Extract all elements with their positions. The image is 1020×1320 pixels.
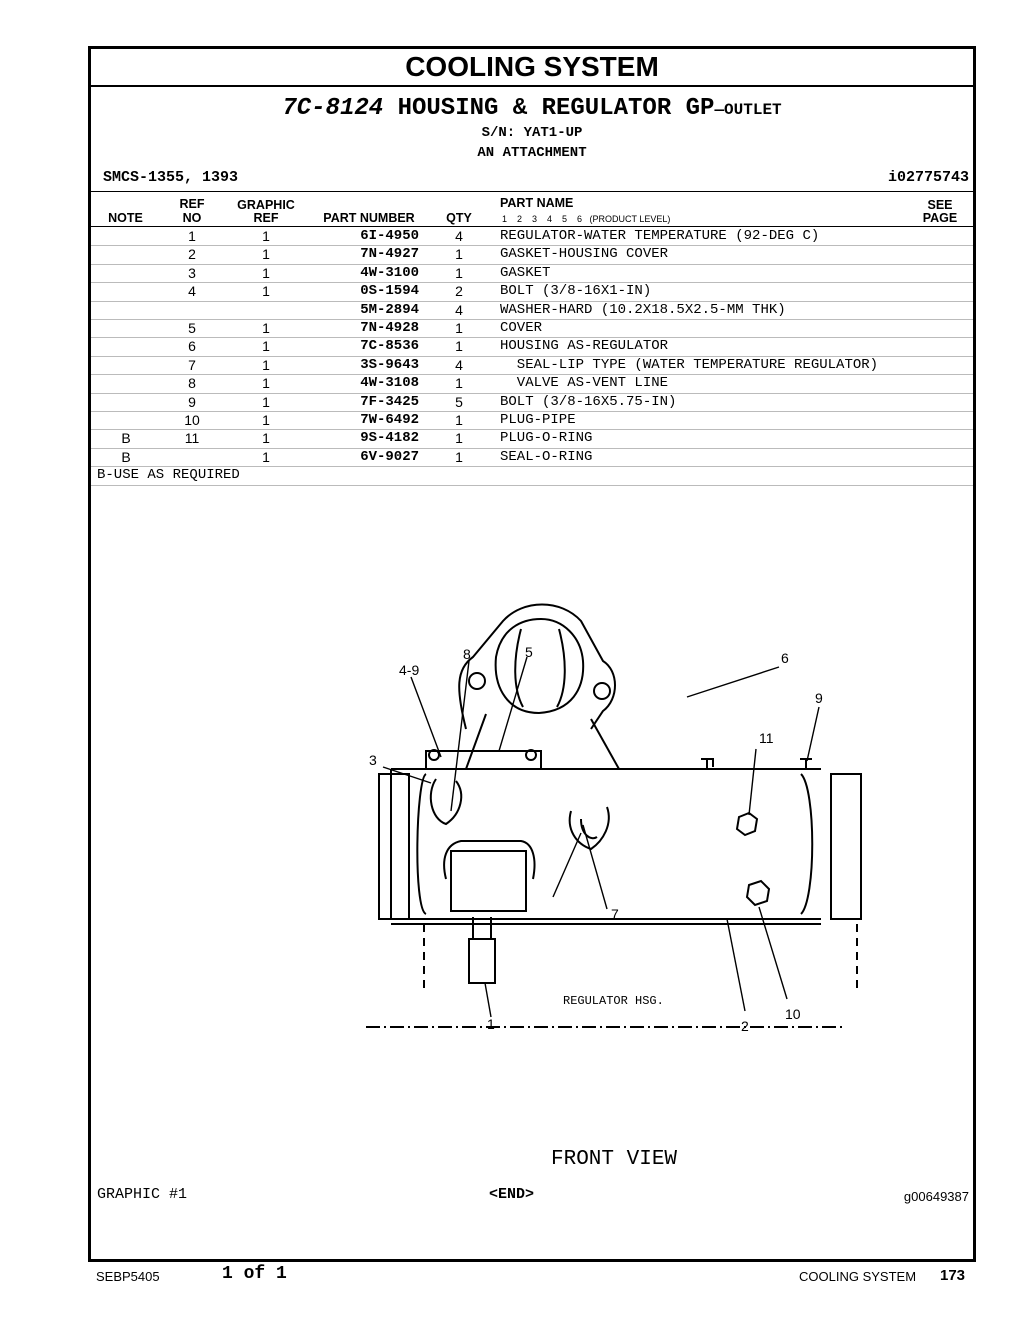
regulator-stem: [469, 939, 495, 983]
cell-part-number: 0S-1594: [360, 283, 419, 300]
leader-4-9: [411, 677, 441, 757]
col-graphic-top: GRAPHIC: [237, 198, 295, 212]
group-title: [91, 95, 973, 122]
end-marker: <END>: [489, 1186, 535, 1203]
group-name: HOUSING & REGULATOR GP: [397, 95, 715, 122]
smcs-codes: SMCS-1355, 1393: [103, 169, 239, 186]
leader-6: [687, 667, 779, 697]
vent-valve: [431, 779, 461, 824]
regulator-body: [451, 851, 526, 911]
cell-graphic: 1: [262, 320, 270, 336]
leader-7b: [553, 833, 581, 897]
callout-2: 2: [741, 1018, 749, 1034]
cell-ref: 10: [184, 412, 200, 428]
cell-graphic: 1: [262, 338, 270, 355]
cell-part-number: 5M-2894: [360, 301, 419, 318]
table-row: [91, 245, 973, 263]
cell-part-name: HOUSING AS-REGULATOR: [500, 338, 669, 355]
arrangement: AN ATTACHMENT: [477, 145, 587, 161]
cell-part-number: 6I-4950: [360, 228, 419, 244]
cell-qty: 5: [455, 393, 463, 410]
header-rule-top: [91, 191, 973, 192]
cell-qty: 1: [455, 338, 463, 355]
cell-part-name: BOLT (3/8-16X5.75-IN): [500, 393, 677, 410]
cell-part-name: SEAL-LIP TYPE (WATER TEMPERATURE REGULATOR): [500, 356, 879, 373]
cell-ref: 11: [184, 430, 200, 447]
section-title-band: [91, 49, 973, 87]
callout-7: 7: [611, 906, 619, 922]
cell-part-name: PLUG-PIPE: [500, 412, 576, 428]
callout-10: 10: [785, 1006, 801, 1022]
leader-11: [749, 749, 756, 815]
cell-qty: 4: [455, 301, 463, 318]
cell-part-number: 7N-4928: [360, 320, 419, 336]
table-row: [91, 227, 973, 245]
footer-page-count: 1 of 1: [222, 1264, 287, 1284]
cell-part-name: WASHER-HARD (10.2X18.5X2.5-MM THK): [500, 301, 786, 318]
cell-qty: 1: [455, 430, 463, 447]
cover-plate: [426, 751, 541, 769]
section-title: COOLING SYSTEM: [405, 51, 659, 82]
cell-part-number: 9S-4182: [360, 430, 419, 447]
cell-part-number: 4W-3100: [360, 264, 419, 281]
col-ref-top: REF: [179, 197, 205, 211]
serial-number: S/N: YAT1-UP: [481, 125, 583, 141]
flange-bolt-hole-left: [469, 673, 485, 689]
cell-part-name: BOLT (3/8-16X1-IN): [500, 283, 652, 300]
cell-part-name: VALVE AS-VENT LINE: [500, 375, 669, 392]
cell-ref: 4: [188, 283, 196, 300]
cell-part-number: 7F-3425: [360, 393, 419, 410]
note-text: B-USE AS REQUIRED: [97, 467, 240, 484]
table-row: [91, 264, 973, 282]
cell-graphic: 1: [262, 412, 270, 428]
cell-qty: 4: [455, 228, 463, 244]
outlet-flange: [459, 605, 615, 730]
outlet-bore: [496, 619, 584, 713]
cell-qty: 1: [455, 320, 463, 336]
cell-part-number: 6V-9027: [360, 448, 419, 465]
housing-body: [391, 769, 821, 919]
row-rule: [91, 485, 973, 486]
table-row: [91, 411, 973, 429]
cell-graphic: 1: [262, 393, 270, 410]
leader-5: [499, 657, 527, 751]
col-see-top: SEE: [927, 198, 953, 212]
cell-graphic: 1: [262, 375, 270, 392]
col-part-name: PART NAME: [500, 196, 574, 210]
left-end-cap: [379, 774, 409, 919]
col-qty: QTY: [446, 211, 472, 225]
leader-1: [485, 983, 491, 1017]
callout-11: 11: [759, 730, 774, 746]
cell-graphic: 1: [262, 448, 270, 465]
callout-6: 6: [781, 650, 789, 666]
cell-ref: 1: [188, 228, 196, 244]
cell-part-name: COVER: [500, 320, 543, 336]
cell-part-number: 7C-8536: [360, 338, 419, 355]
callout-4-9: 4-9: [399, 662, 420, 678]
lip-seal: [570, 807, 609, 849]
table-row: [91, 282, 973, 300]
table-row: [91, 319, 973, 337]
document-ident: i02775743: [887, 169, 969, 186]
parts-drawing: [241, 579, 823, 1171]
cell-part-name: GASKET-HOUSING COVER: [500, 246, 669, 263]
cell-part-number: 3S-9643: [360, 356, 419, 373]
cell-part-name: GASKET: [500, 264, 551, 281]
footer-section: COOLING SYSTEM: [799, 1269, 917, 1284]
regulator-pocket: [444, 841, 534, 879]
table-row: [91, 374, 973, 392]
cell-ref: 6: [188, 338, 196, 355]
plug-o-ring: [737, 813, 757, 835]
col-see-bottom: PAGE: [922, 211, 958, 225]
plug-pipe: [747, 881, 769, 905]
cell-part-number: 7W-6492: [360, 412, 419, 428]
cell-qty: 1: [455, 448, 463, 465]
footer-page-number: 173: [940, 1267, 966, 1284]
graphic-label: GRAPHIC #1: [97, 1186, 188, 1203]
cell-note: B: [121, 430, 131, 447]
cell-part-name: PLUG-O-RING: [500, 430, 593, 447]
leader-10: [759, 907, 787, 999]
table-row: [91, 356, 973, 374]
top-bolt-right-2: [800, 759, 812, 769]
cell-part-name: REGULATOR-WATER TEMPERATURE (92-DEG C): [500, 228, 820, 244]
cell-qty: 1: [455, 264, 463, 281]
cell-ref: 3: [188, 264, 196, 281]
cell-ref: 9: [188, 393, 196, 410]
cell-graphic: 1: [262, 283, 270, 300]
cell-note: B: [121, 448, 131, 465]
callout-9: 9: [815, 690, 823, 706]
table-row: [91, 393, 973, 411]
cell-ref: 7: [188, 356, 196, 373]
callout-3: 3: [369, 752, 377, 768]
group-number: 7C-8124: [282, 95, 384, 122]
footer-doc-number: SEBP5405: [96, 1269, 160, 1284]
housing-label: REGULATOR HSG.: [563, 994, 664, 1008]
cell-part-number: 7N-4927: [360, 246, 419, 263]
cell-ref: 2: [188, 246, 196, 263]
cell-graphic: 1: [262, 228, 270, 244]
col-part-number: PART NUMBER: [323, 211, 415, 225]
cell-qty: 1: [455, 246, 463, 263]
cell-part-name: SEAL-O-RING: [500, 448, 593, 465]
table-row: [91, 429, 973, 447]
cell-part-number: 4W-3108: [360, 375, 419, 392]
cell-qty: 2: [455, 283, 463, 300]
page-frame: [88, 46, 976, 1262]
col-product-level: 1 2 3 4 5 6 (PRODUCT LEVEL): [502, 214, 671, 224]
table-row: [91, 448, 973, 466]
cell-graphic: 1: [262, 430, 270, 447]
flange-bolt-hole-right: [594, 683, 610, 699]
cell-graphic: 1: [262, 356, 270, 373]
callout-5: 5: [525, 644, 533, 660]
graphic-id: g00649387: [903, 1189, 969, 1204]
cell-ref: 8: [188, 375, 196, 392]
col-ref-bottom: NO: [182, 211, 202, 225]
top-bolt-right-1: [701, 759, 713, 769]
cell-qty: 4: [455, 356, 463, 373]
callout-1: 1: [487, 1016, 495, 1032]
cell-qty: 1: [455, 412, 463, 428]
table-row: [91, 337, 973, 355]
cell-graphic: 1: [262, 264, 270, 281]
leader-9: [807, 707, 819, 761]
cell-qty: 1: [455, 375, 463, 392]
table-note-row: [91, 466, 973, 484]
callout-8: 8: [463, 646, 471, 662]
cell-graphic: 1: [262, 246, 270, 263]
cell-ref: 5: [188, 320, 196, 336]
right-end-cap: [831, 774, 861, 919]
col-graphic-bottom: REF: [253, 211, 279, 225]
col-note: NOTE: [108, 211, 143, 225]
leader-2: [727, 919, 745, 1011]
view-label: FRONT VIEW: [551, 1148, 678, 1171]
table-row: [91, 301, 973, 319]
group-suffix: —OUTLET: [714, 101, 782, 119]
